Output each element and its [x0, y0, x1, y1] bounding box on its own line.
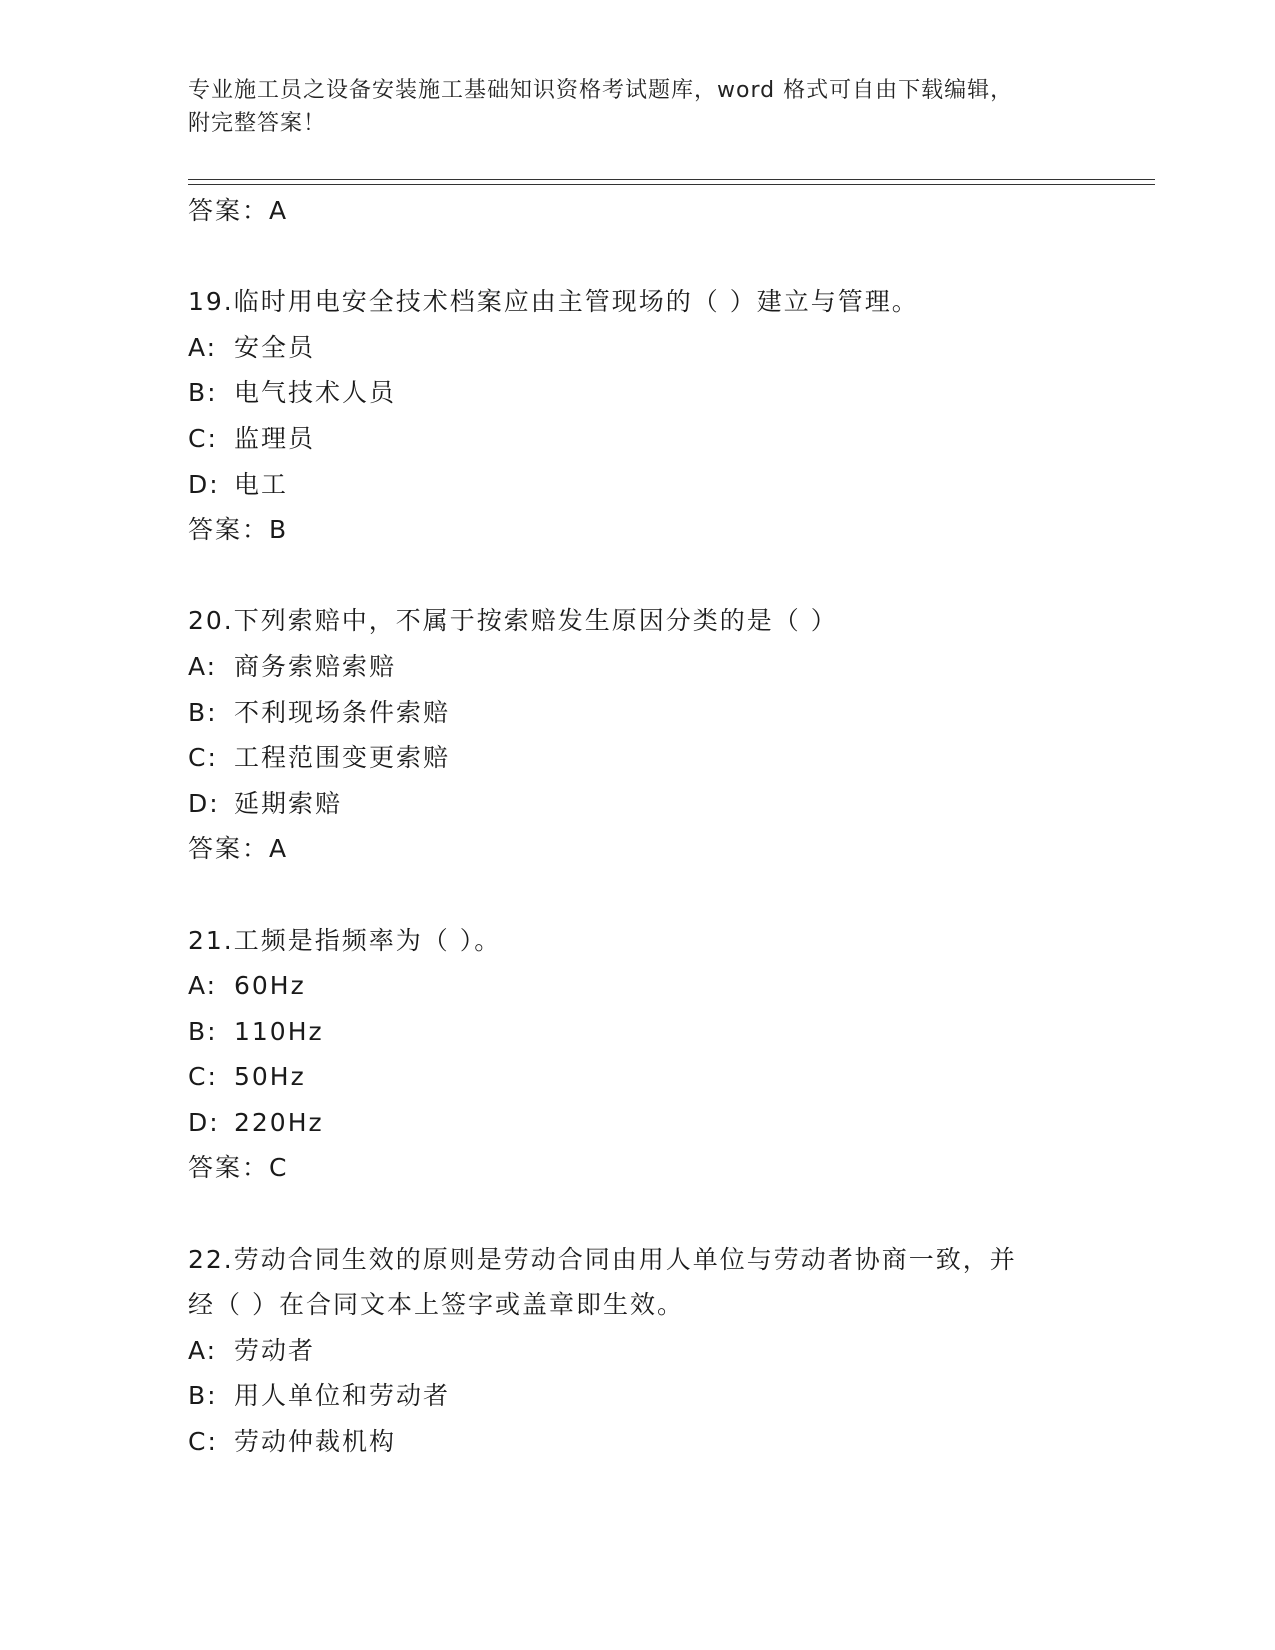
answer-line: 答案：B — [188, 515, 289, 545]
question-text-line-1: 22.劳动合同生效的原则是劳动合同由用人单位与劳动者协商一致，并 — [188, 1244, 1017, 1274]
question-text: 20.下列索赔中，不属于按索赔发生原因分类的是（ ） — [188, 606, 838, 636]
option-text: 60Hz — [234, 971, 306, 1001]
page-header — [188, 74, 1088, 140]
answer-line: 答案：A — [188, 196, 289, 225]
answer-line: 答案：A — [188, 834, 289, 864]
option-letter: D: — [188, 469, 220, 499]
question-text: 21.工频是指频率为（ ）。 — [188, 925, 502, 955]
option-a — [188, 963, 1108, 1009]
header-divider — [188, 179, 1155, 185]
option-c — [188, 1419, 1108, 1465]
option-a — [188, 1328, 1108, 1374]
option-letter: A: — [188, 1335, 218, 1365]
option-text: 劳动仲裁机构 — [234, 1427, 397, 1457]
option-letter: D: — [188, 788, 220, 818]
option-b — [188, 1373, 1108, 1419]
option-c — [188, 416, 1108, 462]
option-text: 50Hz — [234, 1062, 306, 1092]
spacer — [188, 234, 1108, 280]
option-letter: A: — [188, 332, 218, 362]
option-text: 监理员 — [234, 423, 316, 453]
option-d — [188, 462, 1108, 508]
question-list — [188, 188, 1108, 1465]
question-19 — [188, 279, 1108, 553]
question-text: 19.临时用电安全技术档案应由主管现场的（ ）建立与管理。 — [188, 287, 919, 317]
option-d — [188, 1100, 1108, 1146]
option-a — [188, 644, 1108, 690]
option-letter: C: — [188, 1427, 218, 1457]
answer-line: 答案：C — [188, 1153, 289, 1183]
option-d — [188, 781, 1108, 827]
option-letter: A: — [188, 971, 218, 1001]
option-text: 安全员 — [234, 332, 316, 362]
option-text: 工程范围变更索赔 — [234, 743, 451, 773]
option-text: 110Hz — [234, 1016, 324, 1046]
option-text: 电工 — [234, 469, 289, 499]
question-text-line-2: 经（ ）在合同文本上签字或盖章即生效。 — [188, 1290, 684, 1320]
option-letter: C: — [188, 1062, 218, 1092]
option-text: 劳动者 — [234, 1335, 316, 1365]
option-b — [188, 1009, 1108, 1055]
option-c — [188, 735, 1108, 781]
option-letter: B: — [188, 697, 218, 727]
option-letter: B: — [188, 1381, 218, 1411]
option-letter: C: — [188, 423, 218, 453]
question-22 — [188, 1237, 1108, 1465]
question-20 — [188, 598, 1108, 872]
option-a — [188, 325, 1108, 371]
spacer — [188, 553, 1108, 599]
option-text: 电气技术人员 — [234, 378, 397, 408]
option-b — [188, 690, 1108, 736]
header-line-2: 附完整答案！ — [188, 111, 327, 136]
header-line-1: 专业施工员之设备安装施工基础知识资格考试题库，word 格式可自由下载编辑， — [188, 78, 1014, 103]
question-21 — [188, 918, 1108, 1192]
spacer — [188, 872, 1108, 918]
option-text: 用人单位和劳动者 — [234, 1381, 451, 1411]
spacer — [188, 1191, 1108, 1237]
option-letter: A: — [188, 651, 218, 681]
option-text: 不利现场条件索赔 — [234, 697, 451, 727]
option-letter: B: — [188, 378, 218, 408]
option-letter: D: — [188, 1107, 220, 1137]
option-letter: C: — [188, 743, 218, 773]
option-text: 商务索赔索赔 — [234, 651, 397, 681]
option-text: 220Hz — [234, 1107, 324, 1137]
option-text: 延期索赔 — [234, 788, 343, 818]
option-letter: B: — [188, 1016, 218, 1046]
option-b — [188, 370, 1108, 416]
option-c — [188, 1054, 1108, 1100]
